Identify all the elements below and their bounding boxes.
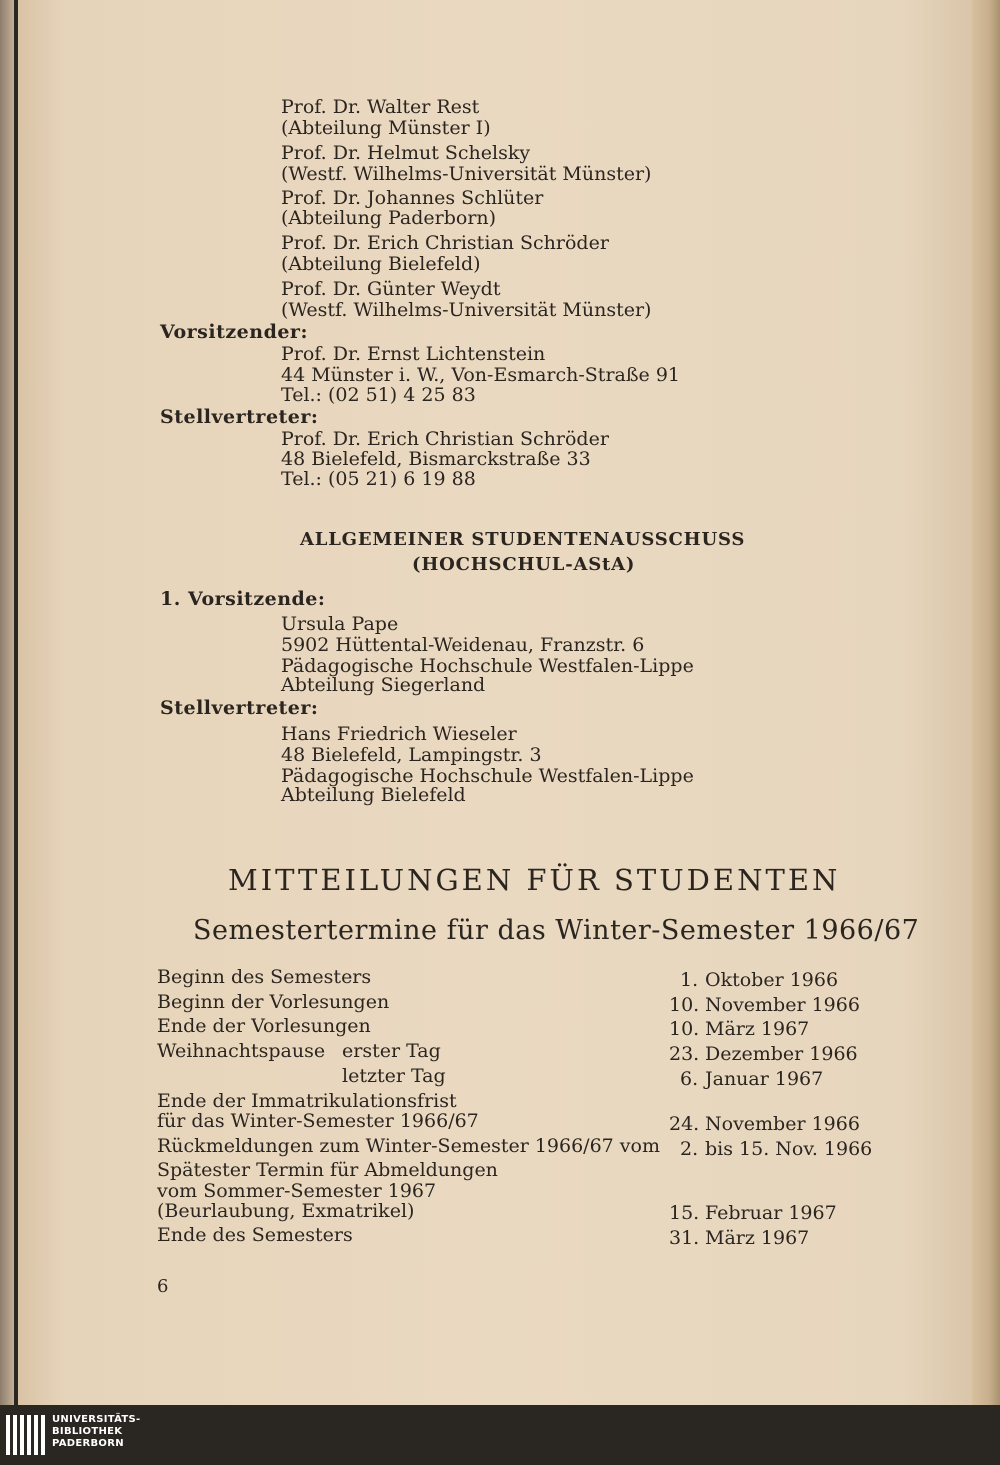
schedule-num: 23. (669, 1043, 700, 1065)
asta-chair-line: Ursula Pape (281, 613, 399, 635)
page-number: 6 (157, 1276, 169, 1297)
schedule-label: Ende des Semesters (157, 1224, 353, 1246)
schedule-date: Dezember 1966 (705, 1043, 858, 1065)
member-line: Prof. Dr. Günter Weydt (281, 278, 501, 300)
member-line: Prof. Dr. Erich Christian Schröder (281, 232, 609, 254)
schedule-label: vom Sommer-Semester 1967 (157, 1180, 437, 1202)
asta-deputy-label: Stellvertreter: (160, 697, 319, 719)
notices-subtitle: Semestertermine für das Winter-Semester 1966/67 (193, 915, 920, 946)
deputy-line: Tel.: (05 21) 6 19 88 (281, 468, 476, 490)
schedule-num: 2. (680, 1138, 699, 1160)
asta-deputy-line: Hans Friedrich Wieseler (281, 723, 517, 745)
deputy-label: Stellvertreter: (160, 406, 319, 428)
member-line: (Westf. Wilhelms-Universität Münster) (281, 299, 652, 321)
schedule-sublabel: erster Tag (342, 1040, 441, 1062)
asta-subheading: (HOCHSCHUL-AStA) (412, 554, 636, 575)
member-line: Prof. Dr. Walter Rest (281, 96, 480, 118)
asta-chair-line: Pädagogische Hochschule Westfalen-Lippe (281, 655, 694, 677)
schedule-label: (Beurlaubung, Exmatrikel) (157, 1200, 415, 1222)
member-line: (Abteilung Münster I) (281, 117, 491, 139)
asta-deputy-line: 48 Bielefeld, Lampingstr. 3 (281, 744, 542, 766)
schedule-date: Oktober 1966 (705, 969, 839, 991)
library-name-line: PADERBORN (52, 1438, 124, 1449)
chair-line: Tel.: (02 51) 4 25 83 (281, 384, 476, 406)
library-footer (0, 1405, 1000, 1465)
schedule-date: Februar 1967 (705, 1202, 837, 1224)
notices-title: MITTEILUNGEN FÜR STUDENTEN (228, 863, 841, 897)
schedule-num: 1. (680, 969, 699, 991)
chair-line: 44 Münster i. W., Von-Esmarch-Straße 91 (281, 364, 681, 386)
asta-chair-line: 5902 Hüttental-Weidenau, Franzstr. 6 (281, 634, 645, 656)
schedule-label: Beginn des Semesters (157, 966, 372, 988)
library-name (52, 1414, 141, 1450)
schedule-label: Rückmeldungen zum Winter-Semester 1966/67 vom (157, 1135, 660, 1157)
member-line: Prof. Dr. Johannes Schlüter (281, 187, 544, 209)
member-line: (Abteilung Bielefeld) (281, 253, 481, 275)
asta-chair-line: Abteilung Siegerland (281, 674, 486, 696)
schedule-num: 10. (669, 994, 700, 1016)
asta-deputy-line: Pädagogische Hochschule Westfalen-Lippe (281, 765, 694, 787)
schedule-label: Ende der Immatrikulationsfrist (157, 1090, 457, 1112)
schedule-date: November 1966 (705, 1113, 860, 1135)
schedule-label: Ende der Vorlesungen (157, 1015, 371, 1037)
schedule-date: November 1966 (705, 994, 860, 1016)
asta-deputy-line: Abteilung Bielefeld (281, 784, 466, 806)
chair-line: Prof. Dr. Ernst Lichtenstein (281, 343, 546, 365)
schedule-date: März 1967 (705, 1227, 810, 1249)
library-name-line: BIBLIOTHEK (52, 1426, 123, 1437)
schedule-num: 10. (669, 1018, 700, 1040)
schedule-num: 24. (669, 1113, 700, 1135)
schedule-num: 31. (669, 1227, 700, 1249)
schedule-num: 15. (669, 1202, 700, 1224)
schedule-label: Beginn der Vorlesungen (157, 991, 390, 1013)
member-line: (Abteilung Paderborn) (281, 207, 497, 229)
chair-label: Vorsitzender: (160, 321, 308, 343)
schedule-date: Januar 1967 (705, 1068, 824, 1090)
member-line: (Westf. Wilhelms-Universität Münster) (281, 163, 652, 185)
page-right-edge (972, 0, 1000, 1405)
member-line: Prof. Dr. Helmut Schelsky (281, 142, 531, 164)
page-left-shadow (0, 0, 14, 1405)
schedule-label: Spätester Termin für Abmeldungen (157, 1159, 498, 1181)
schedule-num: 6. (680, 1068, 699, 1090)
library-logo-icon (4, 1413, 48, 1457)
schedule-label: Weihnachtspause (157, 1040, 326, 1062)
asta-chair-label: 1. Vorsitzende: (160, 588, 326, 610)
library-name-line: UNIVERSITÄTS- (52, 1414, 141, 1425)
schedule-label: für das Winter-Semester 1966/67 (157, 1110, 479, 1132)
schedule-date: März 1967 (705, 1018, 810, 1040)
schedule-sublabel: letzter Tag (342, 1065, 446, 1087)
schedule-date: bis 15. Nov. 1966 (705, 1138, 873, 1160)
deputy-line: Prof. Dr. Erich Christian Schröder (281, 428, 609, 450)
deputy-line: 48 Bielefeld, Bismarckstraße 33 (281, 448, 591, 470)
asta-heading: ALLGEMEINER STUDENTENAUSSCHUSS (300, 529, 746, 550)
